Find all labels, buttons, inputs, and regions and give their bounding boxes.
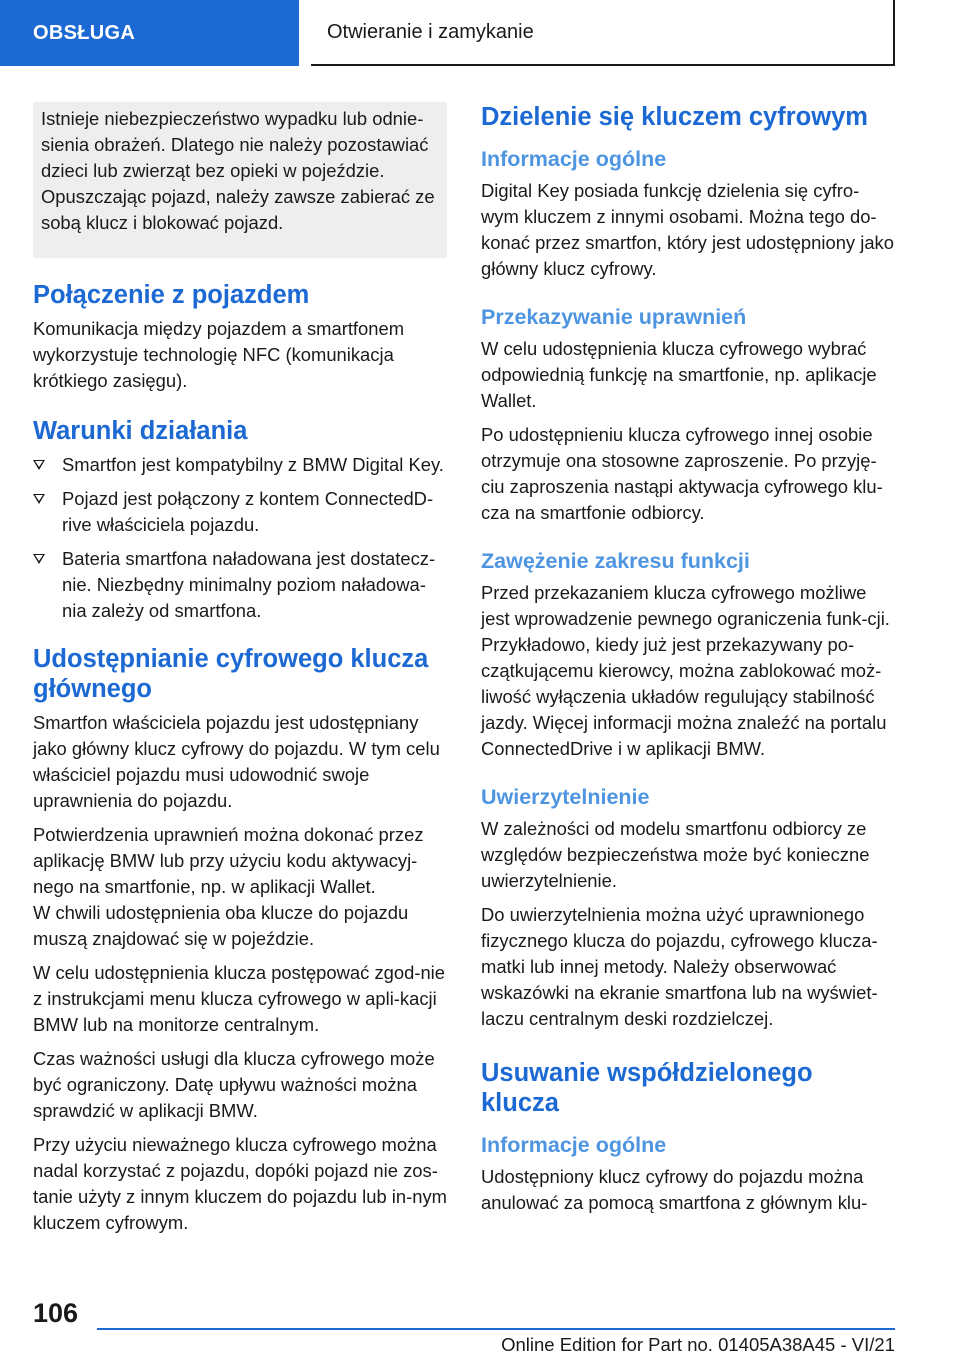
- sharing-heading: Udostępnianie cyfrowego klucza głównego: [33, 645, 429, 703]
- list-item: Pojazd jest połączony z kontem ConnectedD-rive właściciela pojazdu.: [33, 486, 447, 538]
- triangle-bullet-icon: [33, 494, 45, 504]
- sharing-paragraph: Potwierdzenia uprawnień można dokonać przez aplikację BMW lub przy użyciu kodu aktywacyj-nego na smartfonie, np. w aplikacji Wallet.: [33, 824, 424, 897]
- connection-heading: Połączenie z pojazdem: [33, 281, 310, 309]
- page-number: 106: [33, 1298, 79, 1328]
- triangle-bullet-icon: [33, 554, 45, 564]
- delete-heading: Usuwanie współdzielonego klucza: [481, 1059, 813, 1117]
- sharing-paragraph: Smartfon właściciela pojazdu jest udostępniany jako główny klucz cyfrowy do pojazdu. W tym celu właściciel pojazdu musi udowodnić swoje uprawnienia do pojazdu.: [33, 712, 440, 811]
- general-text: Digital Key posiada funkcję dzielenia się cyfro-wym kluczem z innymi osobami. Można tego do-konać przez smartfon, który jest udostępniony jako główny klucz cyfrowy.: [481, 180, 894, 279]
- chapter-title: Otwieranie i zamykanie: [311, 0, 895, 66]
- edition-text: Online Edition for Part no. 01405A38A45 - VI/21: [501, 1334, 895, 1355]
- warning-text: Istnieje niebezpieczeństwo wypadku lub odnie-sienia obrażeń. Dlatego nie należy pozostawiać dzieci lub zwierząt bez opieki w pojeździe. Opuszczając pojazd, należy zawsze zabierać ze sobą klucz i blokować pojazd.: [41, 108, 435, 233]
- general-heading: Informacje ogólne: [481, 147, 667, 171]
- list-item: Smartfon jest kompatybilny z BMW Digital Key.: [33, 452, 447, 478]
- transfer-paragraph: W celu udostępnienia klucza cyfrowego wybrać odpowiednią funkcję na smartfonie, np. aplikacje Wallet.: [481, 338, 877, 411]
- sharing-paragraph: Przy użyciu nieważnego klucza cyfrowego można nadal korzystać z pojazdu, dopóki pojazd nie zos-tanie użyty z innym kluczem do pojazdu lub in-nym kluczem cyfrowym.: [33, 1134, 447, 1233]
- transfer-heading: Przekazywanie uprawnień: [481, 305, 747, 329]
- delete-general-heading: Informacje ogólne: [481, 1133, 667, 1157]
- delete-text: Udostępniony klucz cyfrowy do pojazdu można anulować za pomocą smartfona z głównym klu-: [481, 1166, 868, 1213]
- transfer-paragraph: Po udostępnieniu klucza cyfrowego innej osobie otrzymuje ona stosowne zaproszenie. Po przyję-ciu zaproszenia nastąpi aktywacja cyfrowego klu-cza na smartfonie odbiorcy.: [481, 424, 883, 523]
- conditions-heading: Warunki działania: [33, 417, 248, 445]
- left-column: [33, 100, 447, 1244]
- list-item: Bateria smartfona naładowana jest dostatecz-nie. Niezbędny minimalny poziom naładowa-nia zależy od smartfona.: [33, 546, 447, 624]
- share-heading: Dzielenie się kluczem cyfrowym: [481, 103, 868, 131]
- auth-heading: Uwierzytelnienie: [481, 785, 650, 809]
- auth-paragraph: W zależności od modelu smartfonu odbiorcy ze względów bezpieczeństwa może być konieczne uwierzytelnienie.: [481, 818, 870, 891]
- sharing-paragraph: W celu udostępnienia klucza postępować zgod-nie z instrukcjami menu klucza cyfrowego w apli-kacji BMW lub na monitorze centralnym.: [33, 962, 445, 1035]
- warning-box: [33, 102, 447, 258]
- conditions-list: [33, 452, 447, 624]
- triangle-bullet-icon: [33, 460, 45, 470]
- sharing-paragraph: Czas ważności usługi dla klucza cyfrowego może być ograniczony. Datę upływu ważności można sprawdzić w aplikacji BMW.: [33, 1048, 435, 1121]
- footer-divider: [97, 1328, 895, 1330]
- auth-paragraph: Do uwierzytelnienia można użyć uprawnionego fizycznego klucza do pojazdu, cyfrowego klucza-matki lub innej metody. Należy obserwować wskazówki na ekranie smartfona lub na wyświet-laczu centralnym deski rozdzielczej.: [481, 904, 878, 1029]
- section-tab: OBSŁUGA: [0, 0, 299, 66]
- right-column: [481, 100, 897, 1224]
- limit-heading: Zawężenie zakresu funkcji: [481, 549, 750, 573]
- sharing-paragraph: W chwili udostępnienia oba klucze do pojazdu muszą znajdować się w pojeździe.: [33, 902, 409, 949]
- limit-text: Przed przekazaniem klucza cyfrowego możliwe jest wprowadzenie pewnego ograniczenia funk-cji. Przykładowo, kiedy już jest przekazywany po-czątkującemu kierowcy, można zablokować moż-liwość wyłączenia układów regulujący stabilność jazdy. Więcej informacji można znaleźć na portalu ConnectedDrive i w aplikacji BMW.: [481, 582, 890, 759]
- connection-text: Komunikacja między pojazdem a smartfonem wykorzystuje technologię NFC (komunikacja krótkiego zasięgu).: [33, 318, 405, 391]
